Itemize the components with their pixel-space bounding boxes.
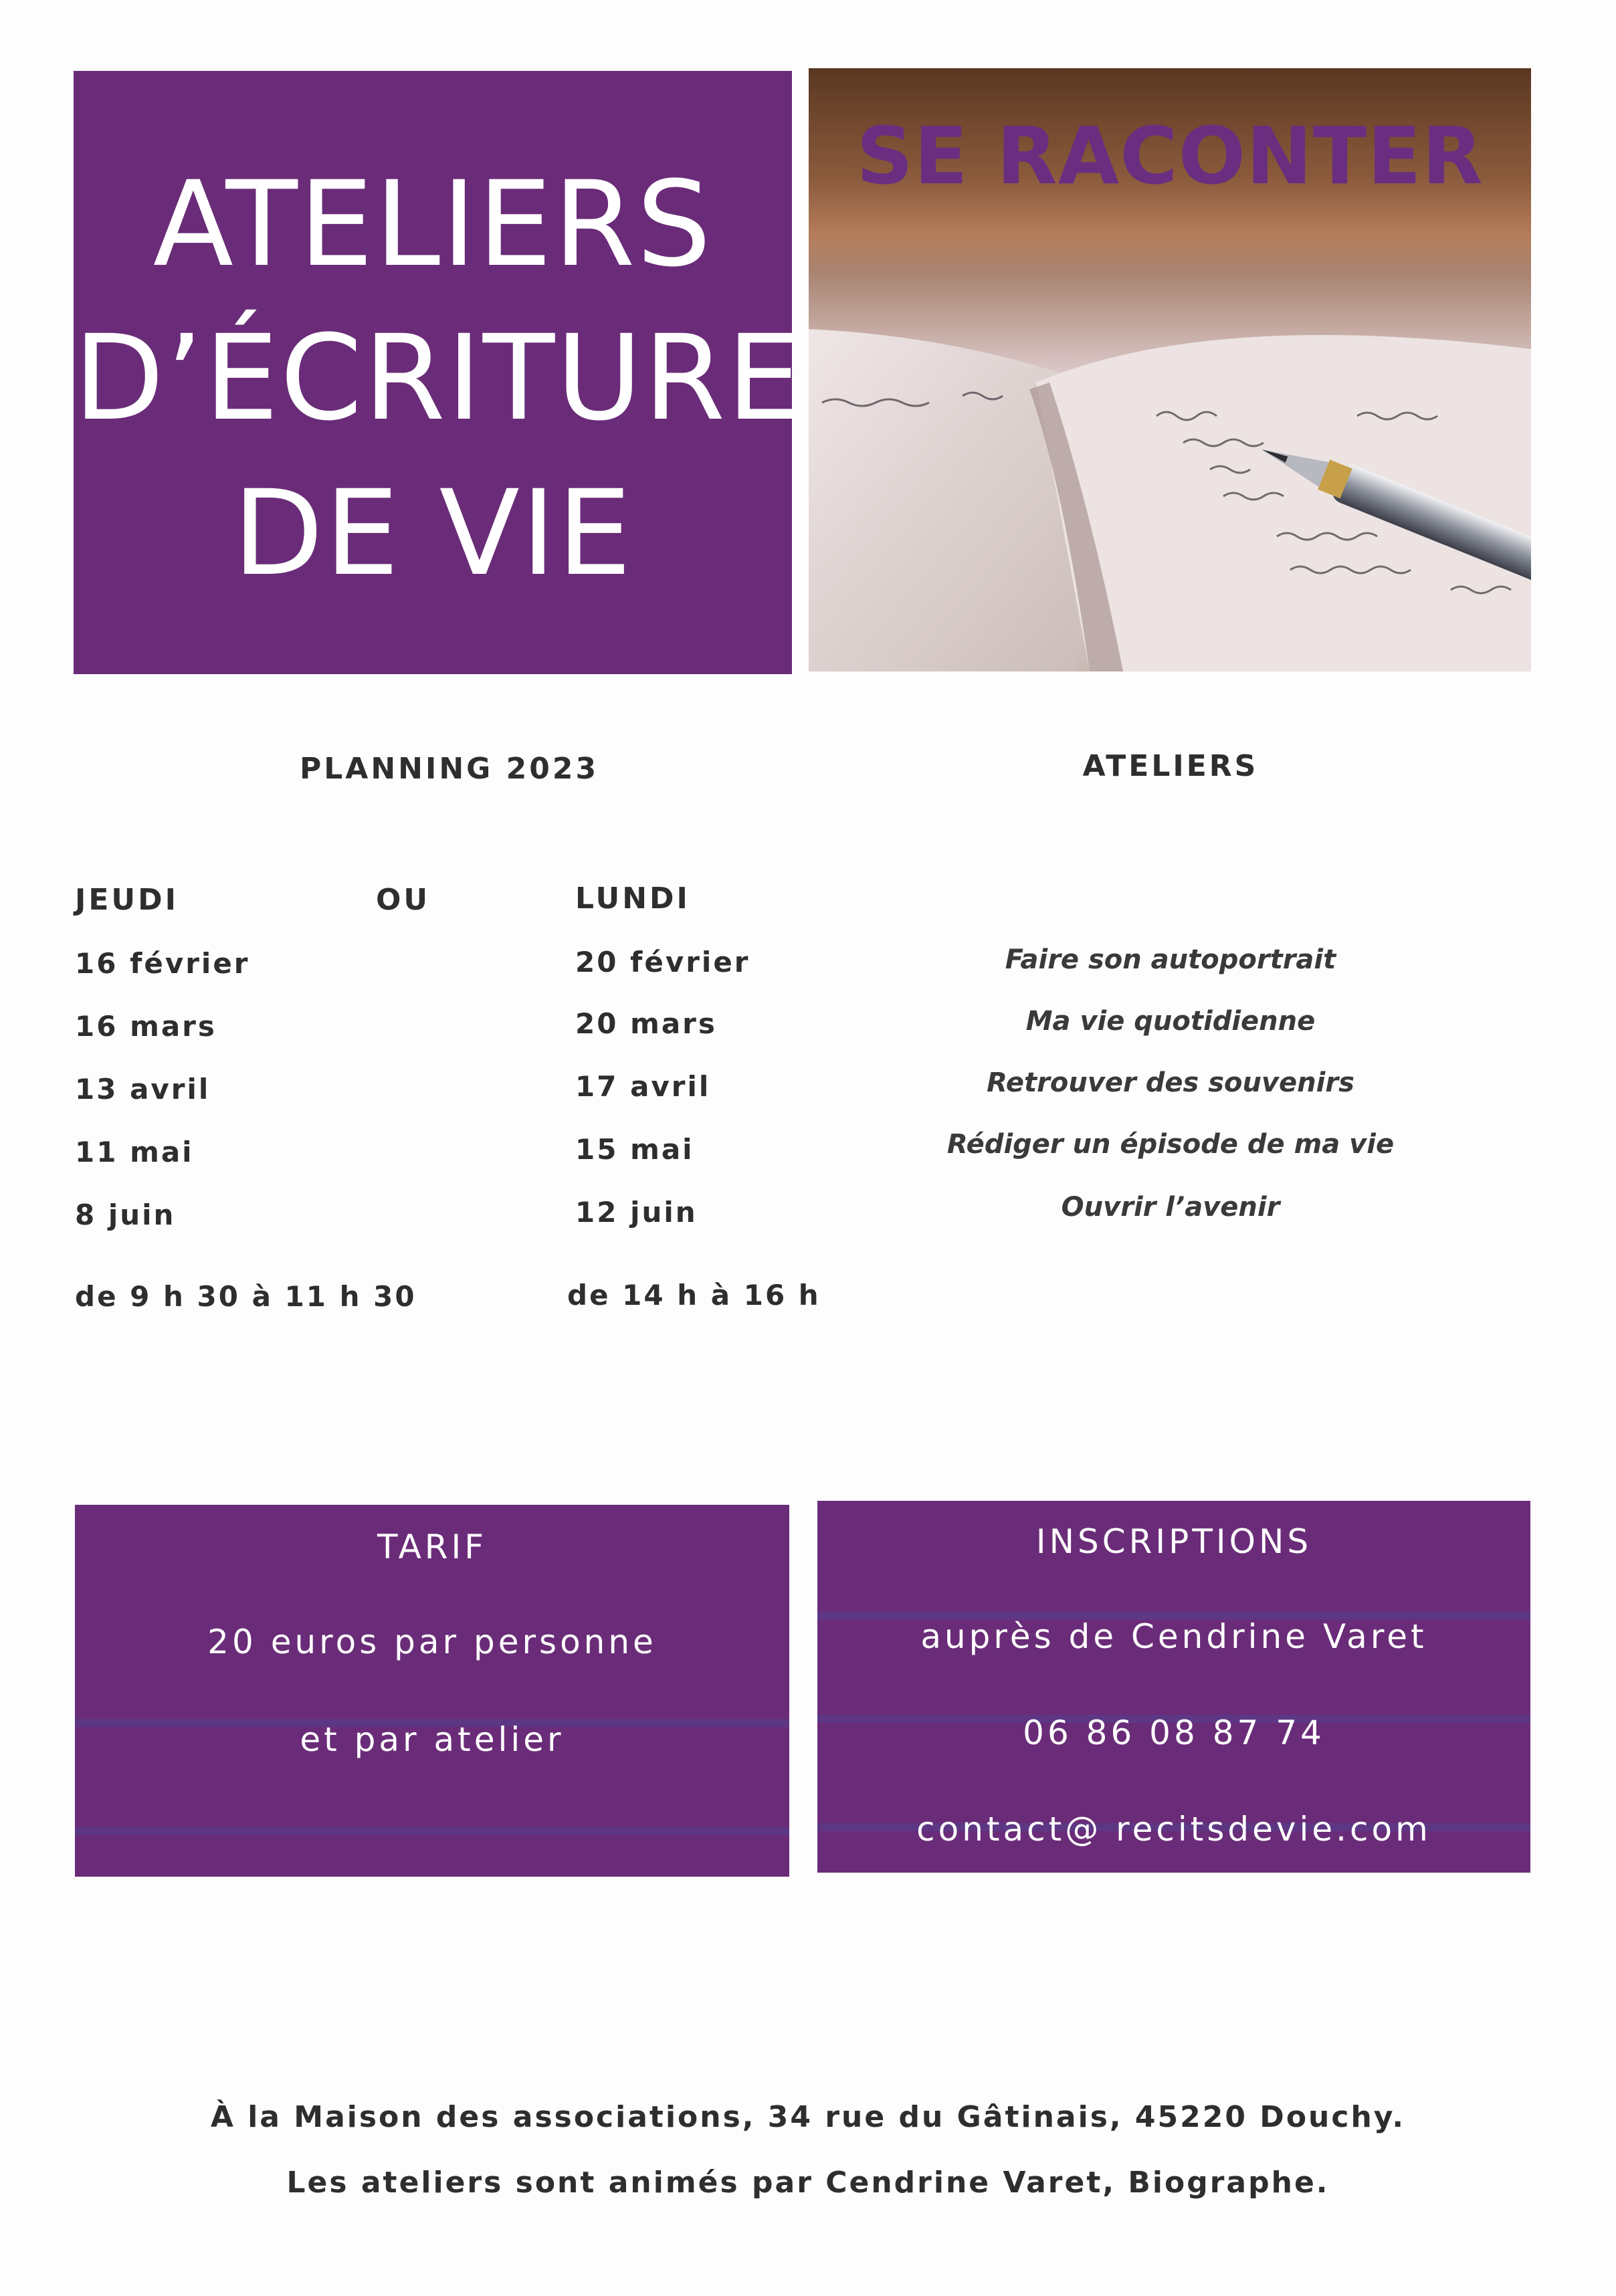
monday-date: 20 mars	[575, 1007, 717, 1040]
photo-title: SE RACONTER	[856, 110, 1484, 202]
thursday-date: 16 février	[75, 947, 250, 980]
tarif-per-workshop: et par atelier	[300, 1720, 565, 1759]
title-line-1: ATELIERS	[153, 156, 713, 293]
atelier-item: Rédiger un épisode de ma vie	[946, 1129, 1395, 1160]
col-header-thursday: JEUDI	[75, 883, 179, 917]
monday-date: 12 juin	[575, 1196, 698, 1229]
monday-hours: de 14 h à 16 h	[567, 1279, 821, 1312]
atelier-item: Faire son autoportrait	[1005, 944, 1336, 975]
notebook-pen-photo	[809, 68, 1531, 671]
thursday-date: 13 avril	[75, 1073, 211, 1106]
planning-heading: PLANNING 2023	[300, 752, 599, 786]
thursday-date: 11 mai	[75, 1136, 194, 1168]
stripe	[75, 1827, 789, 1835]
tarif-price: 20 euros par personne	[207, 1623, 657, 1661]
col-header-monday: LUNDI	[575, 881, 690, 916]
thursday-date: 16 mars	[75, 1010, 217, 1043]
monday-date: 20 février	[575, 946, 750, 978]
title-line-2: D’ÉCRITURE	[74, 310, 803, 447]
title-banner	[74, 71, 803, 674]
thursday-date: 8 juin	[75, 1198, 176, 1231]
monday-date: 15 mai	[575, 1133, 694, 1166]
footer-address: À la Maison des associations, 34 rue du Gâtinais, 45220 Douchy.	[210, 2100, 1406, 2134]
inscriptions-heading: INSCRIPTIONS	[1035, 1522, 1312, 1561]
phone-number: 06 86 08 87 74	[1023, 1713, 1325, 1752]
ateliers-heading: ATELIERS	[1082, 749, 1259, 783]
atelier-item: Ma vie quotidienne	[1025, 1006, 1316, 1037]
thursday-hours: de 9 h 30 à 11 h 30	[75, 1280, 417, 1313]
monday-date: 17 avril	[575, 1070, 711, 1103]
col-header-or: OU	[376, 883, 431, 917]
tarif-heading: TARIF	[377, 1528, 488, 1566]
atelier-item: Ouvrir l’avenir	[1061, 1192, 1280, 1223]
inscriptions-box	[817, 1501, 1530, 1873]
tarif-box	[75, 1505, 789, 1877]
atelier-item: Retrouver des souvenirs	[987, 1067, 1354, 1098]
footer-animator: Les ateliers sont animés par Cendrine Varet, Biographe.	[286, 2166, 1330, 2200]
title-line-3: DE VIE	[232, 465, 633, 602]
email-address: contact@ recitsdevie.com	[916, 1810, 1431, 1849]
inscriptions-contact-name: auprès de Cendrine Varet	[920, 1617, 1427, 1656]
